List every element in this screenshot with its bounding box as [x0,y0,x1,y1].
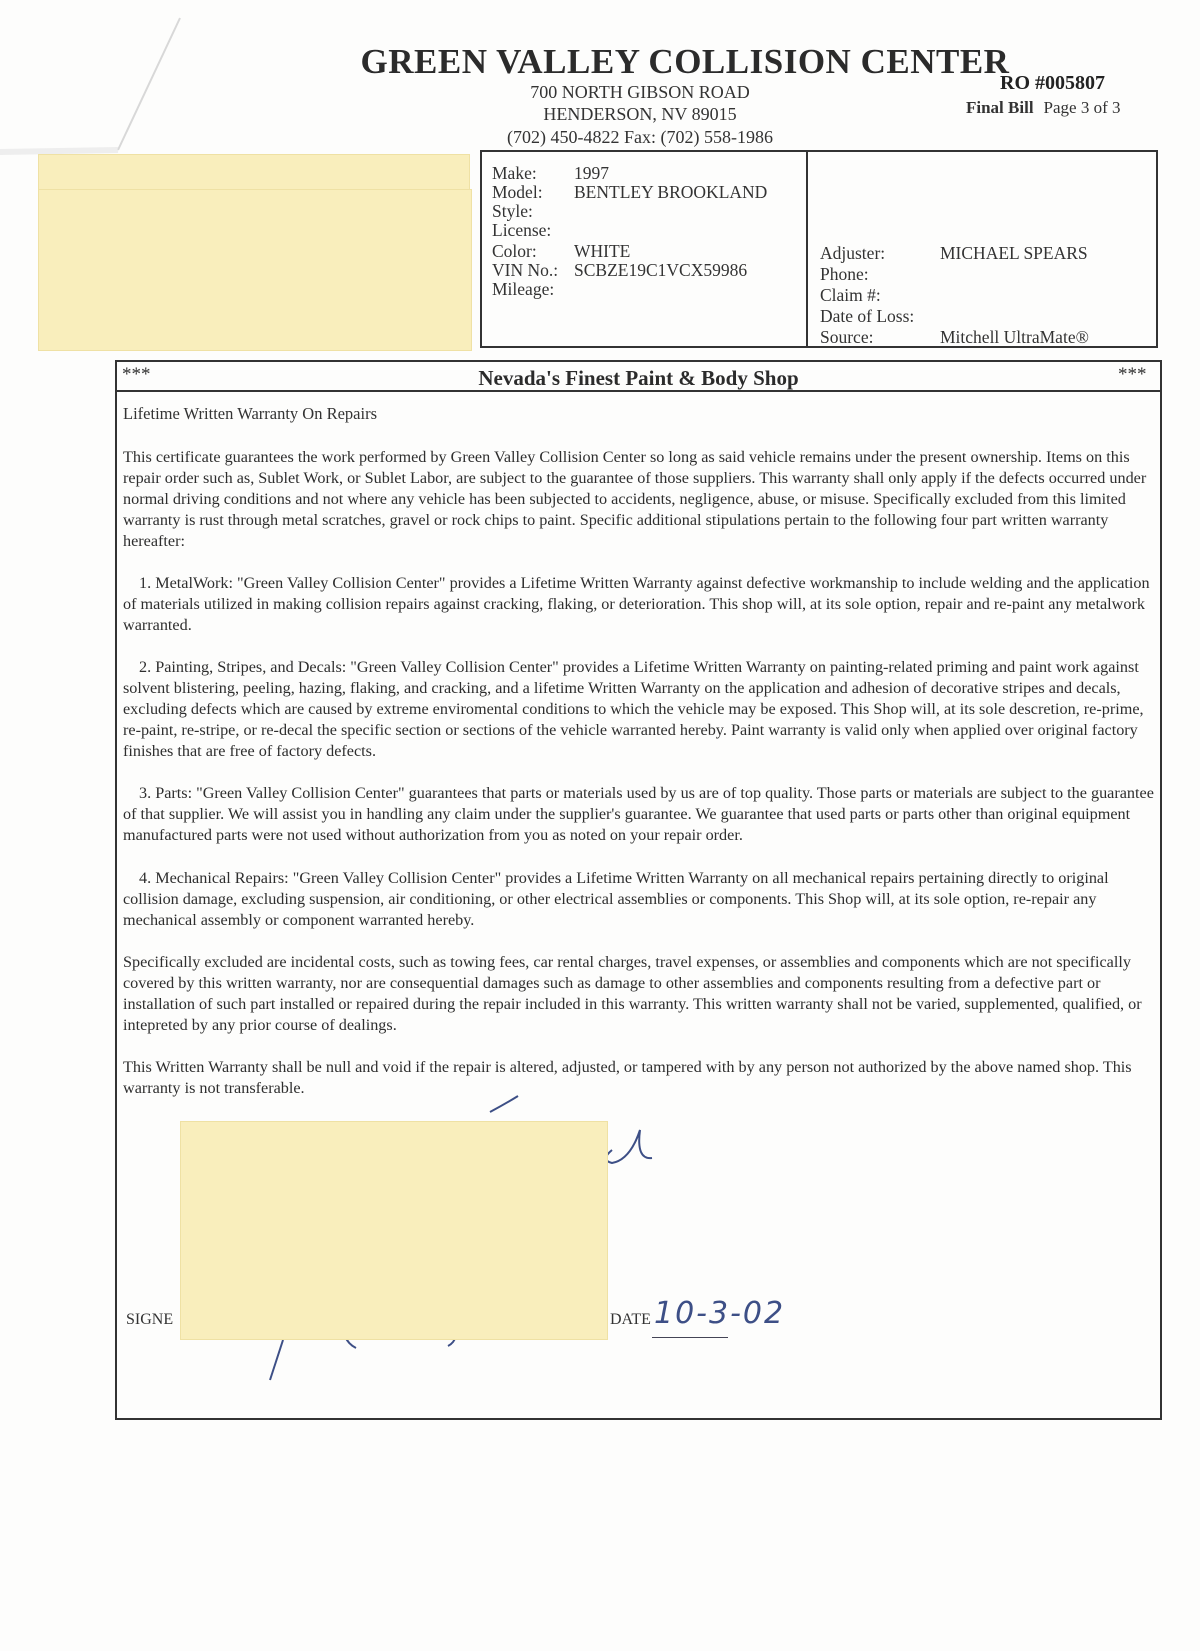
handwritten-date: 10-3-02 [654,1296,786,1331]
warranty-intro: This certificate guarantees the work performed by Green Valley Collision Center so long as said vehicle remains under the present ownership. Items on this repair order such as, Sublet Work, or Sublet Labor, are subject to the guarantee of those suppliers. This warranty shall only apply if the defects occurred under normal driving conditions and not where any vehicle has been subjected to accidents, negligence, abuse, or misuse. Specifically excluded from this limited warranty is rust through metal scratches, gravel or rock chips to paint. Specific additional stipulations pertain to the following four part written warranty hereafter: [123,448,1147,550]
warranty-heading: Lifetime Written Warranty On Repairs [123,404,377,423]
source-value: Mitchell UltraMate® [940,327,1089,347]
color-value: WHITE [574,241,631,261]
license-label: License: [492,220,552,240]
page-number: Page 3 of 3 [1043,98,1121,117]
ro-number: RO #005807 [1000,72,1105,94]
shop-address-city: HENDERSON, NV 89015 [543,104,737,124]
style-label: Style: [492,201,533,221]
shop-name: GREEN VALLEY COLLISION CENTER [360,42,1010,81]
warranty-item-mechanical: 4. Mechanical Repairs: "Green Valley Collision Center" provides a Lifetime Written Warranty on all mechanical repairs pertaining directly to original collision damage, excluding suspension, air conditioning, or other electrical assemblies or components. This Shop will, at its sole option, re-repair any mechanical assembly or component warranted hereby. [123,869,1109,929]
claim-number-label: Claim #: [820,285,881,305]
model-label: Model: [492,182,543,202]
vin-value: SCBZE19C1VCX59986 [574,260,748,280]
date-of-loss-label: Date of Loss: [820,306,915,326]
shop-address-street: 700 NORTH GIBSON ROAD [530,82,750,102]
model-value: BENTLEY BROOKLAND [574,182,768,202]
redaction-signature [180,1121,608,1340]
date-underline [652,1337,728,1338]
adjuster-value: MICHAEL SPEARS [940,243,1088,263]
warranty-item-parts: 3. Parts: "Green Valley Collision Center" guarantees that parts or materials used by us are of top quality. Those parts or materials are subject to the guarantee of that supplier. We will assist you in handling any claim under the supplier's guarantee. We guarantee that used parts or parts other than original equipment manufactured parts were not used without authorization from you as noted on your repair order. [123,784,1154,844]
banner-stars-left: *** [122,364,151,385]
banner-stars-right: *** [1118,364,1147,385]
color-label: Color: [492,241,537,261]
make-label: Make: [492,163,537,183]
warranty-exclusions: Specifically excluded are incidental costs, such as towing fees, car rental charges, travel expenses, or assemblies and components which are not specifically covered by this written warranty, nor are consequential damages such as damage to other assemblies and components resulting from a defective part or installation of such part installed or repaired during the repair included in this warranty. This written warranty shall not be varied, supplemented, qualified, or intepreted by any prior course of dealings. [123,953,1142,1034]
warranty-void-clause: This Written Warranty shall be null and void if the repair is altered, adjusted, or tampered with by any person not authorized by the above named shop. This warranty is not transferable. [123,1058,1132,1097]
bill-type: Final Bill [966,98,1034,117]
shop-phone-fax: (702) 450-4822 Fax: (702) 558-1986 [507,127,773,147]
banner-title: Nevada's Finest Paint & Body Shop [478,366,799,390]
warranty-item-metalwork: 1. MetalWork: "Green Valley Collision Center" provides a Lifetime Written Warranty against defective workmanship to include welding and the application of materials utilized in making collision repairs against cracking, flaking, or deterioration. This shop will, at its sole option, repair and re-paint any metalwork warranted. [123,574,1150,634]
date-label: DATE [610,1311,651,1328]
make-value: 1997 [574,163,609,183]
mileage-label: Mileage: [492,279,555,299]
vin-label: VIN No.: [492,260,559,280]
signed-label: SIGNE [126,1311,174,1328]
source-label: Source: [820,327,874,347]
warranty-item-painting: 2. Painting, Stripes, and Decals: "Green Valley Collision Center" provides a Lifetime Written Warranty on painting-related priming and paint work against solvent blistering, peeling, hazing, flaking, and cracking, and a lifetime Written Warranty on the application and adhesion of decorative stripes and decals, excluding defects which are caused by extreme enviromental conditions to which the vehicle may be exposed. This Shop will, at its sole descretion, re-prime, re-paint, re-stripe, or re-decal the specific section or sections of the vehicle warranted hereby. Paint warranty is valid only when applied over original factory finishes that are free of factory defects. [123,658,1144,760]
phone-label: Phone: [820,264,869,284]
adjuster-label: Adjuster: [820,243,886,263]
